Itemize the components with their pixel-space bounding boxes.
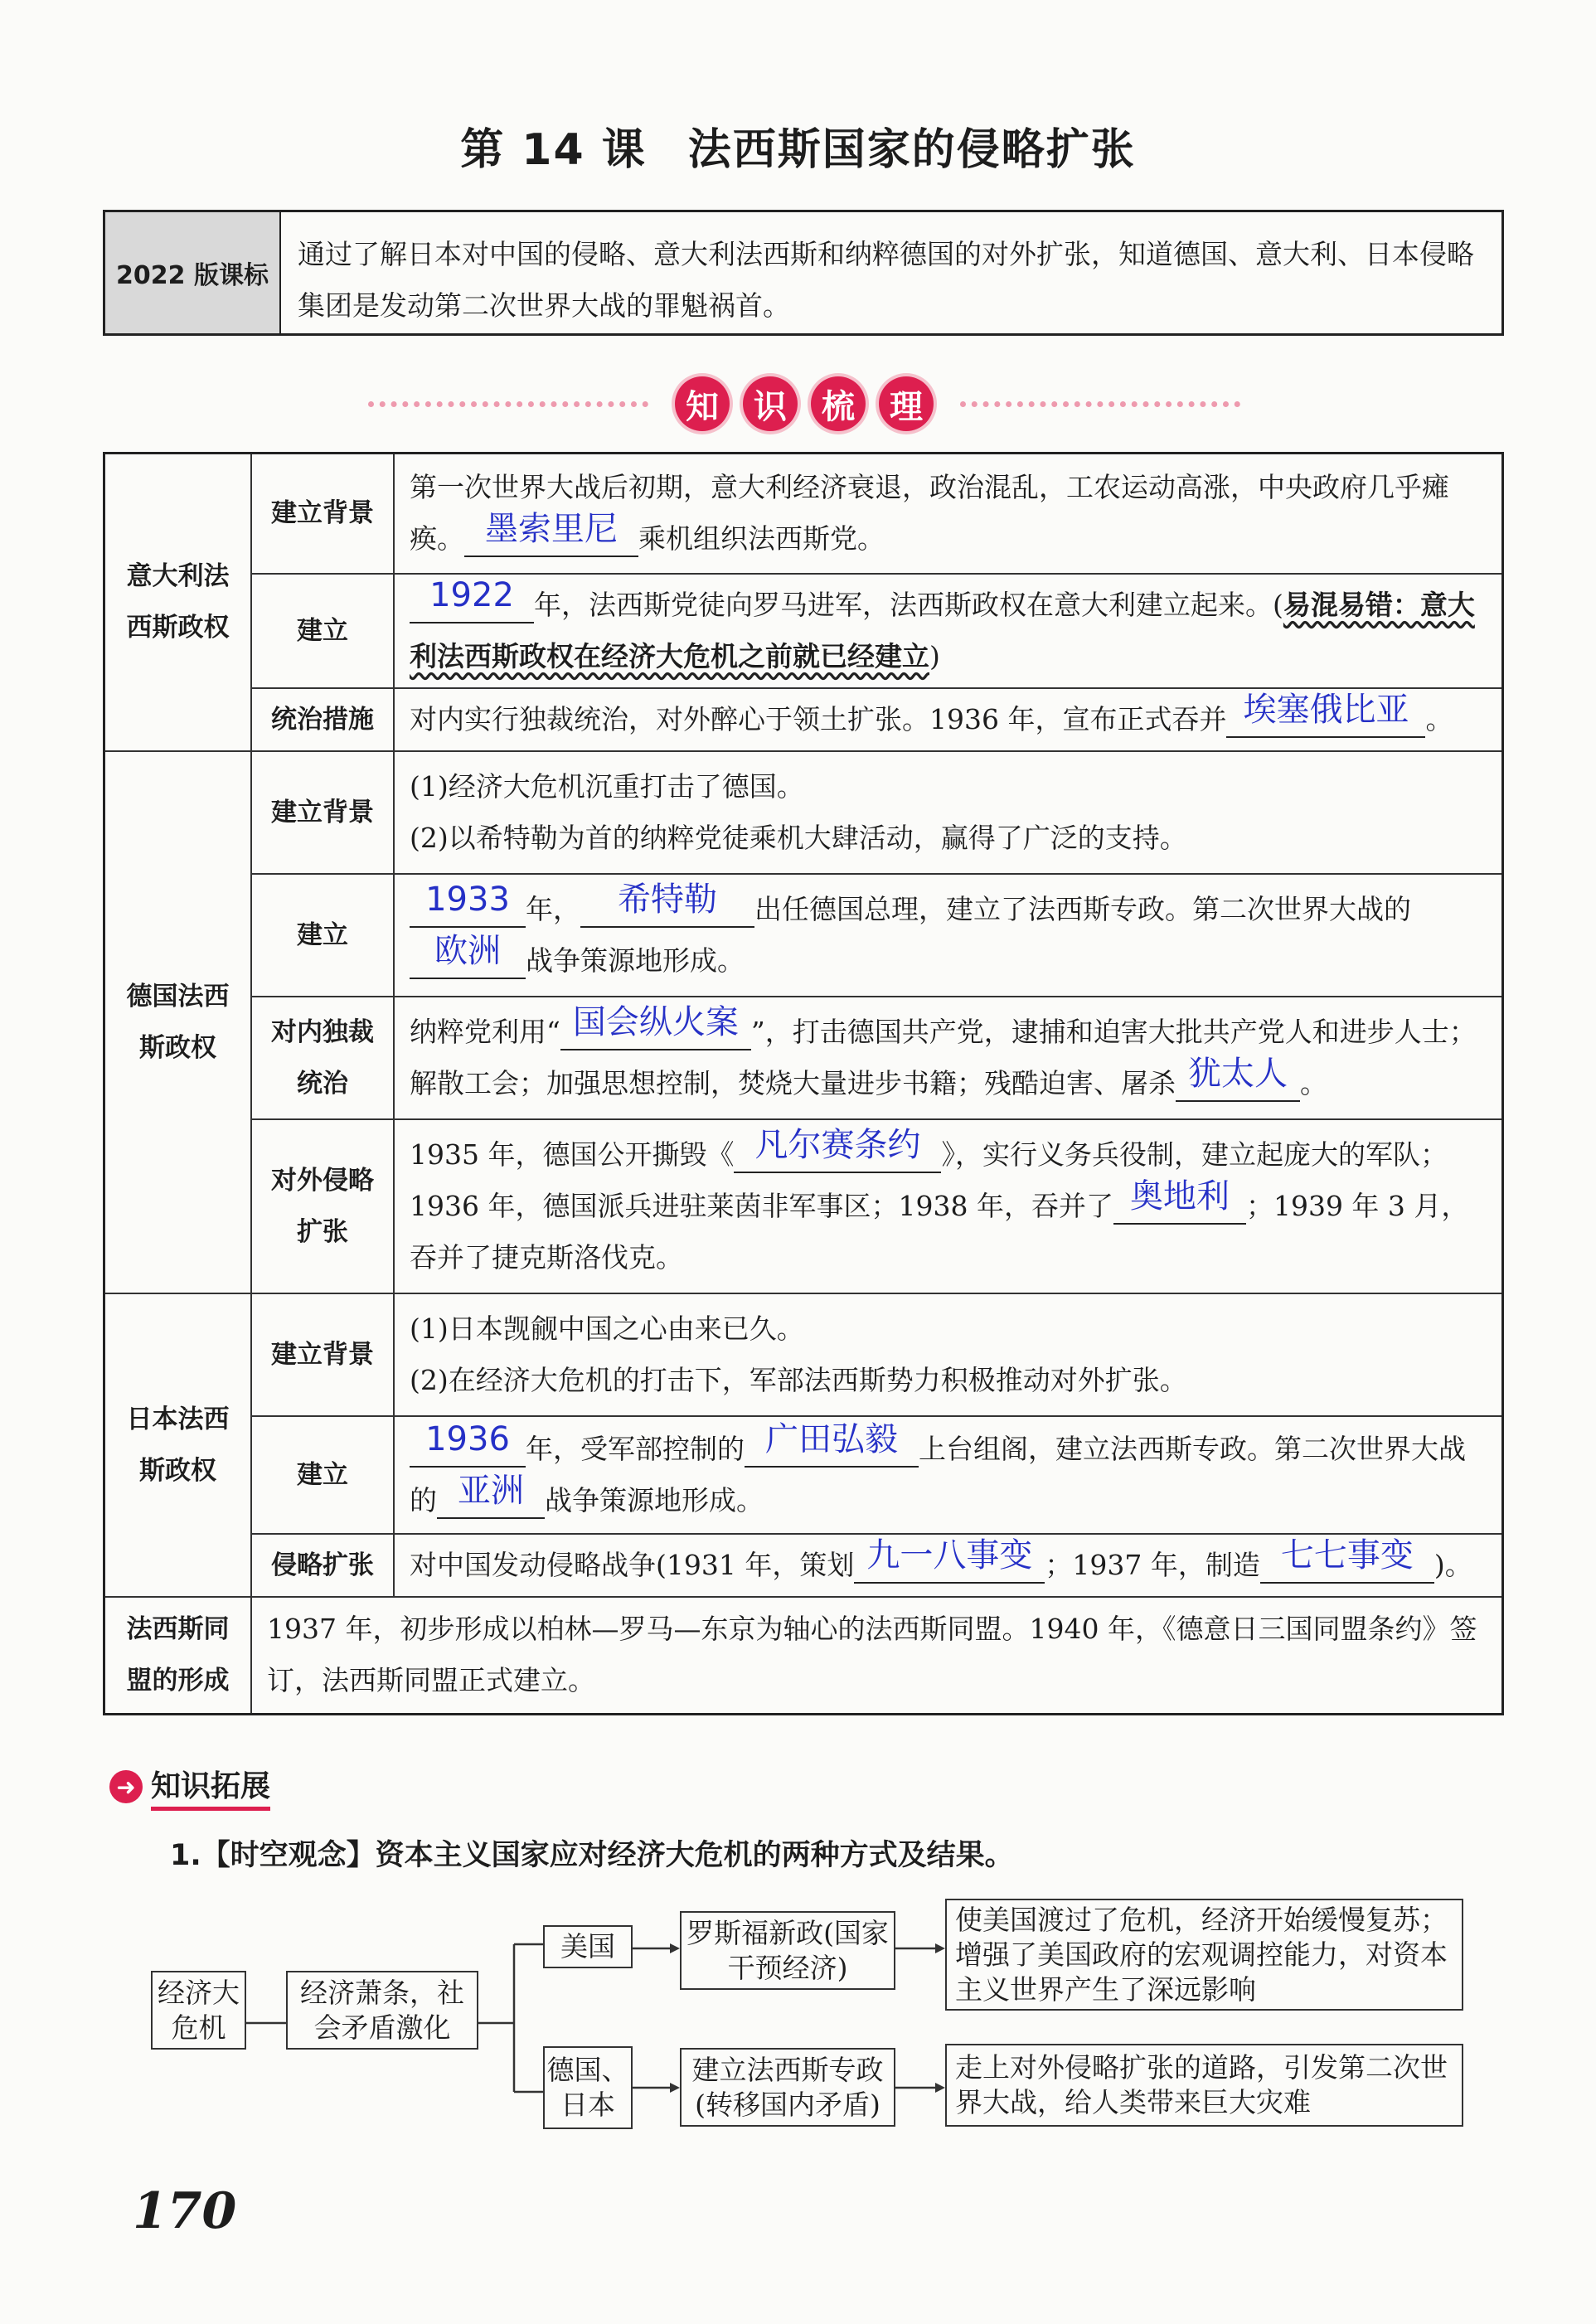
answer-blank: 希特勒 xyxy=(580,891,754,928)
answer-blank: 奥地利 xyxy=(1113,1188,1246,1225)
germany-background: (1)经济大危机沉重打击了德国。 (2)以希特勒为首的纳粹党徒乘机大肆活动，赢得了广泛的支持。 xyxy=(394,751,1503,874)
answer-blank: 广田弘毅 xyxy=(745,1431,919,1468)
header-char: 梳 xyxy=(811,376,866,431)
flow-start-box: 经济大危机 xyxy=(151,1971,246,2050)
flow-result-usa: 使美国渡过了危机，经济开始缓慢复苏；增强了美国政府的宏观调控能力，对资本主义世界产生了深远影响 xyxy=(945,1899,1463,2011)
header-char: 识 xyxy=(743,376,798,431)
row-label: 建立 xyxy=(251,574,394,688)
japan-establishment: 1936 年，受军部控制的 广田弘毅 上台组阁，建立法西斯专政。第二次世界大战的 亚洲 战争策源地形成。 xyxy=(394,1416,1503,1534)
lesson-number: 第 14 课 xyxy=(460,125,647,175)
answer-blank: 凡尔赛条约 xyxy=(734,1137,941,1173)
japan-label: 日本法西斯政权 xyxy=(104,1293,252,1597)
row-label: 建立背景 xyxy=(251,751,394,874)
header-char: 知 xyxy=(675,376,730,431)
answer-blank: 埃塞俄比亚 xyxy=(1226,701,1425,738)
italy-establishment: 1922 年，法西斯党徒向罗马进军，法西斯政权在意大利建立起来。(易混易错：意大利法西斯政权在经济大危机之前就已经建立) xyxy=(394,574,1503,688)
flow-branch-germany-japan: 德国、日本 xyxy=(543,2046,633,2129)
germany-domestic: 纳粹党利用“ 国会纵火案 ”，打击德国共产党，逮捕和迫害大批共产党人和进步人士；解散工会；加强思想控制，焚烧大量进步书籍；残酷迫害、屠杀 犹太人 。 xyxy=(394,997,1503,1119)
row-label: 建立 xyxy=(251,874,394,997)
alliance-label: 法西斯同盟的形成 xyxy=(104,1597,252,1715)
japan-background: (1)日本觊觎中国之心由来已久。 (2)在经济大危机的打击下，军部法西斯势力积极推动对外扩张。 xyxy=(394,1293,1503,1416)
germany-expansion: 1935 年，德国公开撕毁《 凡尔赛条约 》，实行义务兵役制，建立起庞大的军队；1936 年，德国派兵进驻莱茵非军事区；1938 年，吞并了 奥地利 ；1939 年 3 月，吞并了捷克斯洛伐克。 xyxy=(394,1119,1503,1293)
answer-blank: 国会纵火案 xyxy=(560,1014,751,1050)
row-label: 建立背景 xyxy=(251,1293,394,1416)
answer-blank: 墨索里尼 xyxy=(464,521,638,557)
alliance-text: 1937 年，初步形成以柏林—罗马—东京为轴心的法西斯同盟。1940 年，《德意日三国同盟条约》签订，法西斯同盟正式建立。 xyxy=(251,1597,1503,1715)
flow-policy-usa: 罗斯福新政(国家干预经济) xyxy=(680,1911,895,1990)
answer-blank: 九一八事变 xyxy=(854,1547,1045,1584)
row-label: 统治措施 xyxy=(251,688,394,751)
answer-blank: 欧洲 xyxy=(410,943,526,979)
italy-rule: 对内实行独裁统治，对外醉心于领土扩张。1936 年，宣布正式吞并 埃塞俄比亚 。 xyxy=(394,688,1503,751)
standard-text: 通过了解日本对中国的侵略、意大利法西斯和纳粹德国的对外扩张，知道德国、意大利、日本侵略集团是发动第二次世界大战的罪魁祸首。 xyxy=(298,238,1474,322)
germany-label: 德国法西斯政权 xyxy=(104,751,252,1293)
standard-label: 2022 版课标 xyxy=(105,212,281,333)
italy-label: 意大利法西斯政权 xyxy=(104,454,252,751)
extension-question: 1.【时空观念】资本主义国家应对经济大危机的两种方式及结果。 xyxy=(170,1839,1014,1872)
extension-title: 知识拓展 xyxy=(151,1763,270,1811)
page-number: 170 xyxy=(133,2182,237,2240)
header-char: 理 xyxy=(879,376,934,431)
answer-blank: 亚洲 xyxy=(437,1482,545,1519)
row-label: 建立 xyxy=(251,1416,394,1534)
row-label: 对外侵略扩张 xyxy=(251,1119,394,1293)
lesson-name: 法西斯国家的侵略扩张 xyxy=(687,125,1136,175)
row-label: 对内独裁统治 xyxy=(251,997,394,1119)
italy-background: 第一次世界大战后初期，意大利经济衰退，政治混乱，工农运动高涨，中央政府几乎瘫痪。 墨索里尼 乘机组织法西斯党。 xyxy=(394,454,1503,574)
row-label: 侵略扩张 xyxy=(251,1534,394,1597)
japan-aggression: 对中国发动侵略战争(1931 年，策划 九一八事变 ；1937 年，制造 七七事变 )。 xyxy=(394,1534,1503,1597)
answer-blank: 七七事变 xyxy=(1260,1547,1434,1584)
flow-policy-fascism: 建立法西斯专政(转移国内矛盾) xyxy=(680,2048,895,2127)
flow-result-fascism: 走上对外侵略扩张的道路，引发第二次世界大战，给人类带来巨大灾难 xyxy=(945,2044,1463,2127)
answer-blank: 1933 xyxy=(410,891,526,928)
answer-blank: 1936 xyxy=(410,1431,526,1468)
row-label: 建立背景 xyxy=(251,454,394,574)
germany-establishment: 1933 年， 希特勒 出任德国总理，建立了法西斯专政。第二次世界大战的欧洲 战争策源地形成。 xyxy=(394,874,1503,997)
arrow-right-icon: ➜ xyxy=(109,1770,143,1803)
answer-blank: 1922 xyxy=(410,587,534,623)
flow-branch-usa: 美国 xyxy=(543,1925,633,1968)
answer-blank: 犹太人 xyxy=(1176,1065,1300,1102)
flow-cause-box: 经济萧条，社会矛盾激化 xyxy=(286,1971,478,2050)
